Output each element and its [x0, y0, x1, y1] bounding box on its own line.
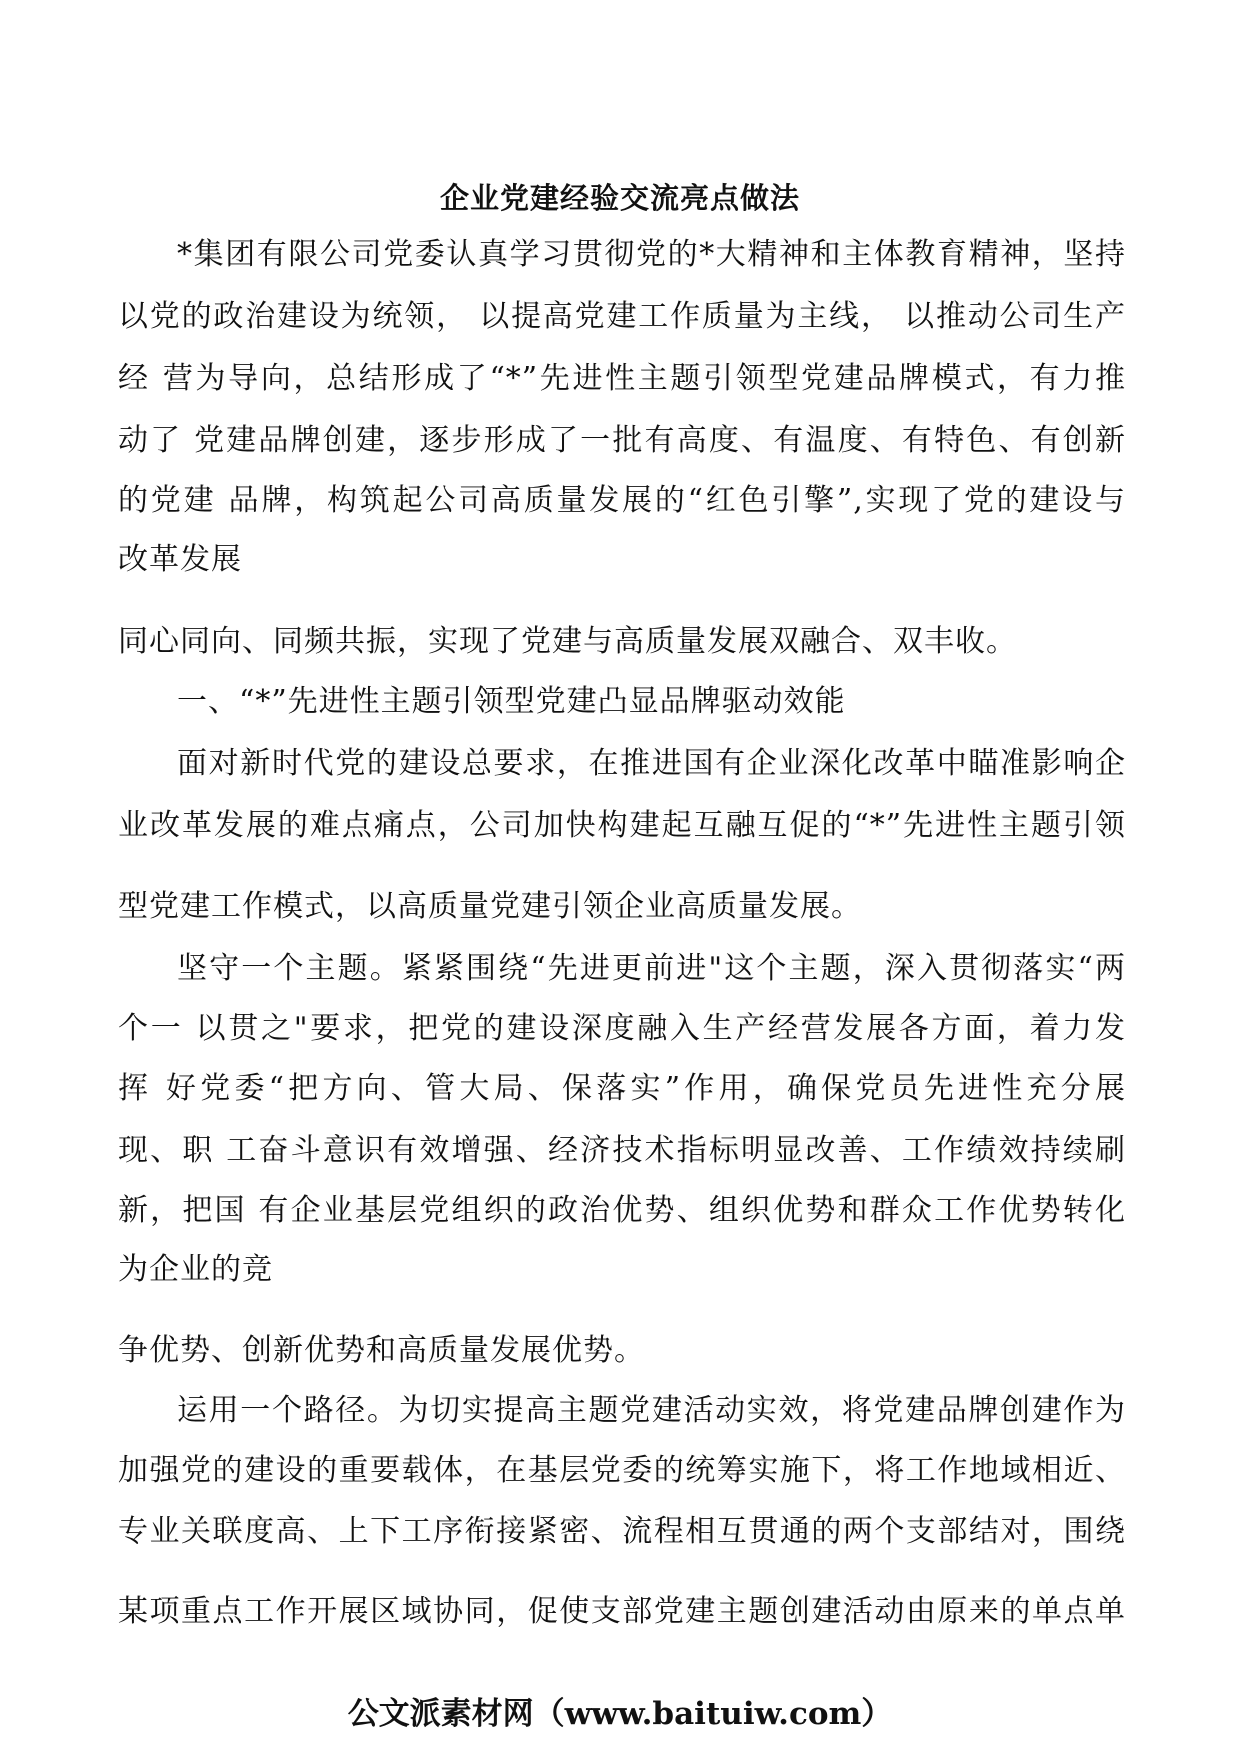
body-line: 个一 以贯之"要求，把党的建设深度融入生产经营发展各方面，着力发	[118, 1011, 1126, 1046]
body-line: 为企业的竞	[118, 1252, 273, 1287]
body-line: 面对新时代党的建设总要求，在推进国有企业深化改革中瞄准影响企	[177, 746, 1126, 781]
body-line: 的党建 品牌，构筑起公司高质量发展的“红色引擎”,实现了党的建设与	[118, 483, 1126, 518]
body-line: 同心同向、同频共振，实现了党建与高质量发展双融合、双丰收。	[118, 624, 1017, 659]
body-line: 以党的政治建设为统领， 以提高党建工作质量为主线， 以推动公司生产	[118, 299, 1126, 334]
body-line: 运用一个路径。为切实提高主题党建活动实效，将党建品牌创建作为	[177, 1393, 1126, 1428]
body-line: 坚守一个主题。紧紧围绕“先进更前进"这个主题，深入贯彻落实“两	[177, 951, 1126, 986]
body-line: 改革发展	[118, 542, 242, 577]
footer-watermark: 公文派素材网（www.baituiw.com）	[347, 1696, 893, 1732]
body-line: 动了 党建品牌创建，逐步形成了一批有高度、有温度、有特色、有创新	[118, 423, 1126, 458]
section-heading: 一、“*”先进性主题引领型党建凸显品牌驱动效能	[177, 684, 846, 719]
body-line: 经 营为导向，总结形成了“*”先进性主题引领型党建品牌模式，有力推	[118, 361, 1126, 396]
body-line: 型党建工作模式，以高质量党建引领企业高质量发展。	[118, 889, 862, 924]
body-line: *集团有限公司党委认真学习贯彻党的*大精神和主体教育精神，坚持	[177, 237, 1126, 272]
body-line: 现、职 工奋斗意识有效增强、经济技术指标明显改善、工作绩效持续刷	[118, 1133, 1126, 1168]
body-line: 某项重点工作开展区域协同，促使支部党建主题创建活动由原来的单点单	[118, 1594, 1126, 1629]
body-line: 专业关联度高、上下工序衔接紧密、流程相互贯通的两个支部结对，围绕	[118, 1514, 1126, 1549]
body-line: 挥 好党委“把方向、管大局、保落实”作用，确保党员先进性充分展	[118, 1071, 1126, 1106]
body-line: 争优势、创新优势和高质量发展优势。	[118, 1333, 645, 1368]
document-title: 企业党建经验交流亮点做法	[439, 181, 800, 215]
body-line: 业改革发展的难点痛点，公司加快构建起互融互促的“*”先进性主题引领	[118, 808, 1126, 843]
body-line: 加强党的建设的重要载体，在基层党委的统筹实施下，将工作地域相近、	[118, 1453, 1126, 1488]
body-line: 新，把国 有企业基层党组织的政治优势、组织优势和群众工作优势转化	[118, 1193, 1126, 1228]
